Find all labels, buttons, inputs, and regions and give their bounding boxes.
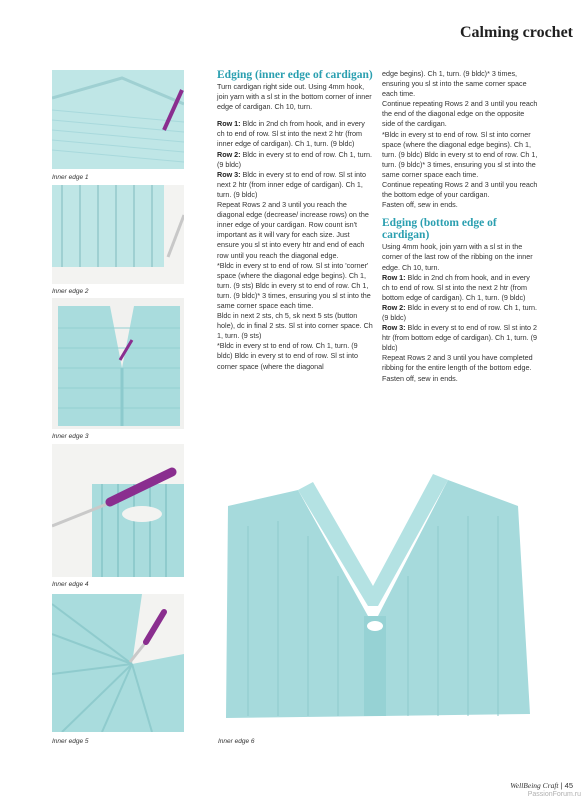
instructions-column-2 [382,69,538,384]
intro-text: Turn cardigan right side out. Using 4mm hook, join yarn with a sl st in the bottom corner of inner edge of cardigan. Ch 10, turn. [217,82,372,112]
row-1-instruction: Row 1: Bldc in 2nd ch from hook, and in every ch to end of row. Sl st into the next 2 htr (from bottom edge of cardigan). Ch 1, turn. (9 bldc) [382,272,530,302]
paragraph: Bldc in next 2 sts, ch 5, sk next 5 sts (button hole), dc in final 2 sts. Sl st into corner space. Ch 1, turn. (9 sts) [217,311,373,341]
photo-inner-edge-3 [52,298,184,429]
page-number: 45 [564,781,573,790]
heading-bottom-edge: Edging (bottom edge of cardigan) [382,217,497,242]
knit-texture-icon [52,70,184,169]
paragraph: *Bldc in every st to end of row. Ch 1, turn. (9 bldc) Bldc in every st to end of row. Sl st into corner space (where the diagonal [217,341,359,371]
knit-texture-icon [52,594,184,732]
photo-inner-edge-4 [52,444,184,577]
cardigan-icon [218,466,535,732]
photo-inner-edge-1 [52,70,184,169]
caption-inner-edge-4: Inner edge 4 [52,581,89,588]
magazine-brand: WellBeing Craft [510,781,559,790]
paragraph: Fasten off, sew in ends. [382,373,458,383]
heading-inner-edge: Edging (inner edge of cardigan) [217,69,373,81]
photo-inner-edge-6 [218,466,535,732]
paragraph: Repeat Rows 2 and 3 until you have completed ribbing for the entire length of the bottom edge. [382,353,533,373]
paragraph: Fasten off, sew in ends. [382,200,458,210]
section-title: Calming crochet [459,24,573,41]
caption-inner-edge-6: Inner edge 6 [218,738,255,745]
paragraph: edge begins). Ch 1, turn. (9 bldc)* 3 times, ensuring you sl st into the same corner space each time. [382,69,527,99]
caption-inner-edge-1: Inner edge 1 [52,174,89,181]
paragraph: *Bldc in every st to end of row. Sl st into corner space (where the diagonal edge begins). Ch 1, turn. (9 bldc) Bldc in every st to end of row. Ch 1, turn. (9 bldc)* 3 times, ensuring you sl st into the same corner space each time. [382,129,538,179]
watermark: PassionForum.ru [527,791,581,798]
paragraph: *Bldc in every st to end of row. Sl st into 'corner' space (where the diagonal edge begins). Ch 1, turn. (9 sts) Bldc in every st to end of row. Ch 1, turn. (9 bldc)* 3 times, ensuring you sl st into the same corner space each time. [217,260,371,310]
knit-texture-icon [52,444,184,577]
caption-inner-edge-5: Inner edge 5 [52,738,89,745]
cardigan-icon [52,298,184,429]
row-3-instruction: Row 3: Bldc in every st to end of row. Sl st into 2 htr (from bottom edge of cardigan). Ch 1, turn. (9 bldc) [382,323,538,353]
caption-inner-edge-2: Inner edge 2 [52,288,89,295]
row-3-instruction: Row 3: Bldc in every st to end of row. Sl st into next 2 htr (from inner edge of cardigan). Ch 1, turn. (9 bldc) [217,169,367,199]
row-1-instruction: Row 1: Bldc in 2nd ch from hook, and in every ch to end of row. Sl st into the next 2 htr (from inner edge of cardigan). Ch 1, turn. (9 bldc) [217,119,365,149]
instructions-column-1 [217,69,373,372]
row-2-instruction: Row 2: Bldc in every st to end of row. Ch 1, turn. (9 bldc) [382,302,537,322]
page-footer: WellBeing Craft | 45 [510,781,573,790]
photo-inner-edge-2 [52,185,184,284]
knit-texture-icon [52,185,184,284]
intro-text: Using 4mm hook, join yarn with a sl st in the corner of the last row of the ribbing on the inner edge. Ch 10, turn. [382,242,533,272]
paragraph: Repeat Rows 2 and 3 until you reach the diagonal edge (decrease/ increase rows) on the inner edge of your cardigan. Row count isn't important as it will vary for each size. Just ensure you sl st into every htr and end of each row until you reach the diagonal edge. [217,200,369,260]
photo-inner-edge-5 [52,594,184,732]
row-2-instruction: Row 2: Bldc in every st to end of row. Ch 1, turn. (9 bldc) [217,149,372,169]
paragraph: Continue repeating Rows 2 and 3 until you reach the bottom edge of your cardigan. [382,180,538,200]
paragraph: Continue repeating Rows 2 and 3 until you reach the end of the diagonal edge on the opposite side of the cardigan. [382,99,538,129]
caption-inner-edge-3: Inner edge 3 [52,433,89,440]
